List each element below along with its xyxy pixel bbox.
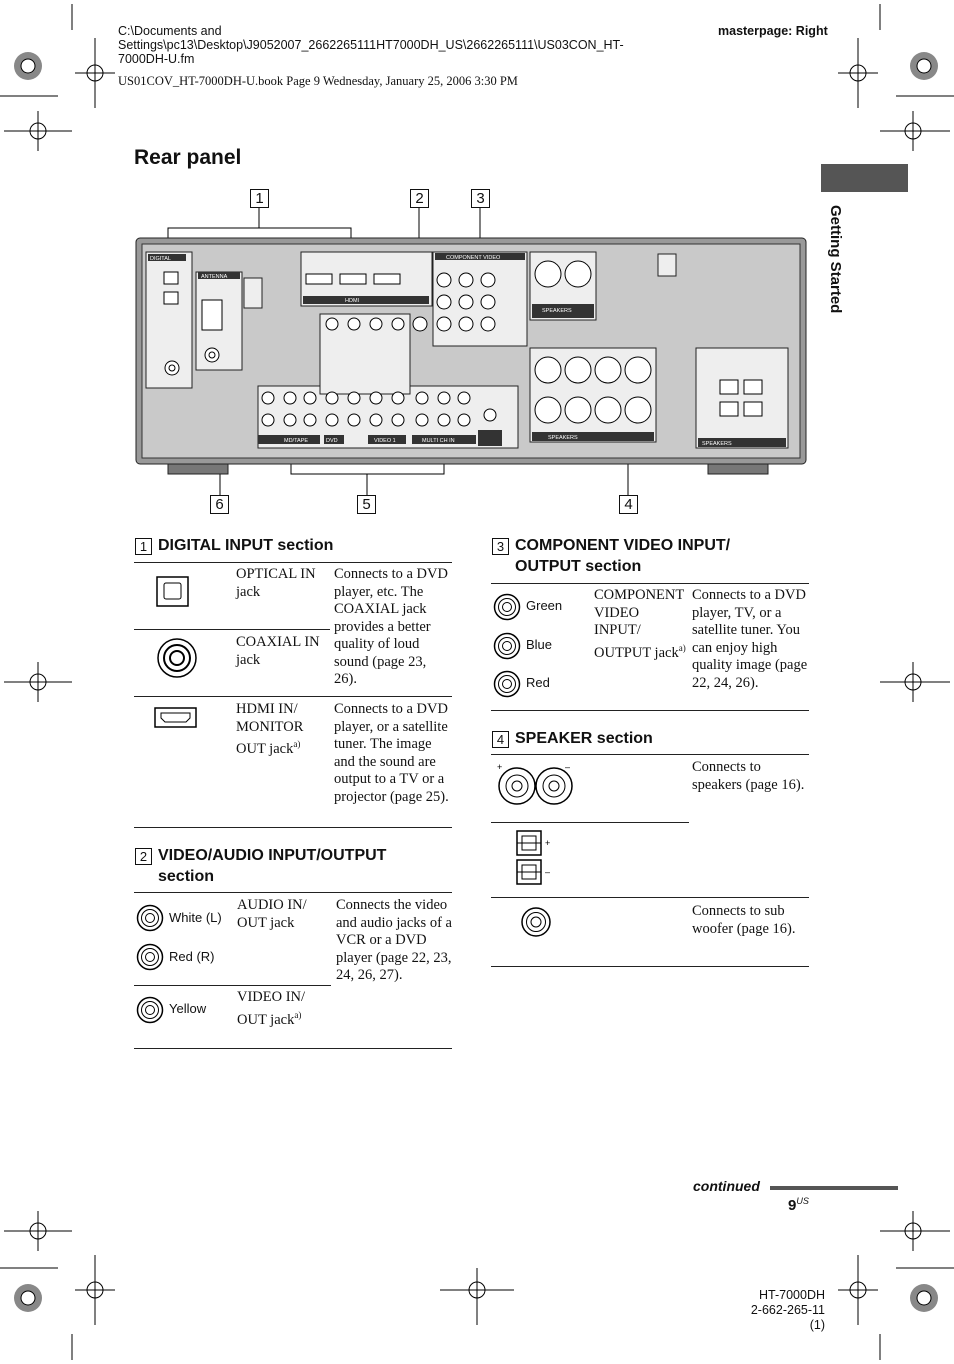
yellow-jack-icon: [136, 996, 164, 1024]
page-number: $9^{US}$: [788, 1196, 809, 1214]
optical-jack-icon: [155, 575, 191, 609]
blue-jack-icon: [493, 632, 521, 660]
red-jack-icon: [493, 670, 521, 698]
speaker-desc: Connects to speakers (page 16).: [692, 759, 805, 793]
jack-color-label: Red (R): [169, 949, 215, 964]
continued-bar: [770, 1186, 898, 1190]
hdmi-desc: Connects to a DVD player, or a satellite tuner. The image and the sound are output to a TV or a projector (page 25).: [334, 701, 449, 805]
callout-1: 1: [250, 189, 269, 208]
svg-text:+: +: [545, 838, 551, 848]
svg-text:+: +: [497, 762, 503, 772]
optical-label: OPTICAL IN jack: [236, 566, 316, 600]
hdmi-label: HDMI IN/ MONITOR OUT jack$^{a)}$: [236, 701, 304, 757]
book-info: US01COV_HT-7000DH-U.book Page 9 Wednesday, January 25, 2006 3:30 PM: [118, 74, 518, 88]
model-info: HT-7000DH 2-662-265-11 (1): [750, 1288, 825, 1332]
svg-text:SPEAKERS: SPEAKERS: [702, 441, 732, 447]
svg-text:HDMI: HDMI: [345, 298, 360, 304]
subwoofer-jack-icon: [520, 906, 552, 938]
svg-text:VIDEO 1: VIDEO 1: [374, 438, 396, 444]
jack-color-label: Blue: [526, 637, 553, 652]
callout-3: 3: [471, 189, 490, 208]
jack-color-label: Green: [526, 598, 563, 613]
jack-color-label: Red: [526, 675, 550, 690]
svg-text:DVD: DVD: [326, 438, 338, 444]
digital-desc: Connects to a DVD player, etc. The COAXIAL jack provides a better quality of loud sound (page 23, 26).: [334, 566, 448, 687]
red-jack-icon: [136, 943, 164, 971]
callout-2: 2: [410, 189, 429, 208]
section-number: 1: [135, 538, 152, 555]
white-jack-icon: [136, 904, 164, 932]
rear-panel-diagram: [128, 180, 818, 520]
page-title: Rear panel: [134, 146, 242, 169]
section-title: SPEAKER section: [515, 730, 653, 747]
spring-clip-icon: [515, 828, 559, 888]
section-number: 2: [135, 848, 152, 865]
callout-4: 4: [619, 495, 638, 514]
svg-text:MULTI CH IN: MULTI CH IN: [422, 438, 455, 444]
section-tab-label: Getting Started: [827, 205, 844, 314]
svg-text:SPEAKERS: SPEAKERS: [548, 435, 578, 441]
section-title: DIGITAL INPUT section: [158, 537, 334, 554]
section-title: VIDEO/AUDIO INPUT/OUTPUT section: [158, 847, 387, 885]
svg-text:MD/TAPE: MD/TAPE: [284, 438, 309, 444]
section-number: 4: [492, 731, 509, 748]
component-desc: Connects to a DVD player, TV, or a satellite tuner. You can enjoy high quality image (page 22, 24, 26).: [692, 587, 808, 691]
callout-5: 5: [357, 495, 376, 514]
jack-color-label: White (L): [169, 910, 222, 925]
coaxial-jack-icon: [156, 637, 198, 679]
svg-text:DIGITAL: DIGITAL: [150, 256, 171, 262]
audio-jack-label: AUDIO IN/ OUT jack: [237, 897, 307, 931]
svg-text:–: –: [565, 762, 571, 772]
speaker-terminal-icon: [495, 762, 577, 808]
section-tab: [821, 164, 908, 192]
svg-text:COMPONENT VIDEO: COMPONENT VIDEO: [446, 255, 501, 261]
masterpage-label: masterpage: Right: [718, 24, 828, 38]
video-jack-label: VIDEO IN/ OUT jack$^{a)}$: [237, 989, 306, 1028]
callout-6: 6: [210, 495, 229, 514]
section-title: COMPONENT VIDEO INPUT/ OUTPUT section: [515, 537, 731, 575]
coaxial-label: COAXIAL IN jack: [236, 634, 320, 668]
svg-text:–: –: [545, 867, 551, 877]
section-number: 3: [492, 538, 509, 555]
continued-label: continued: [693, 1178, 760, 1194]
file-path: C:\Documents and Settings\pc13\Desktop\J9052007_2662265111HT7000DH_US\2662265111\US03CON_HT- 7000DH-U.fm: [118, 24, 624, 66]
svg-text:SPEAKERS: SPEAKERS: [542, 308, 572, 314]
green-jack-icon: [493, 593, 521, 621]
hdmi-jack-icon: [153, 706, 199, 730]
svg-text:ANTENNA: ANTENNA: [201, 274, 228, 280]
component-label: COMPONENT VIDEO INPUT/ OUTPUT jack$^{a)}$: [594, 587, 686, 661]
jack-color-label: Yellow: [169, 1001, 207, 1016]
subwoofer-desc: Connects to sub woofer (page 16).: [692, 903, 796, 937]
video-audio-desc: Connects the video and audio jacks of a VCR or a DVD player (page 22, 23, 24, 26, 27).: [336, 897, 452, 983]
